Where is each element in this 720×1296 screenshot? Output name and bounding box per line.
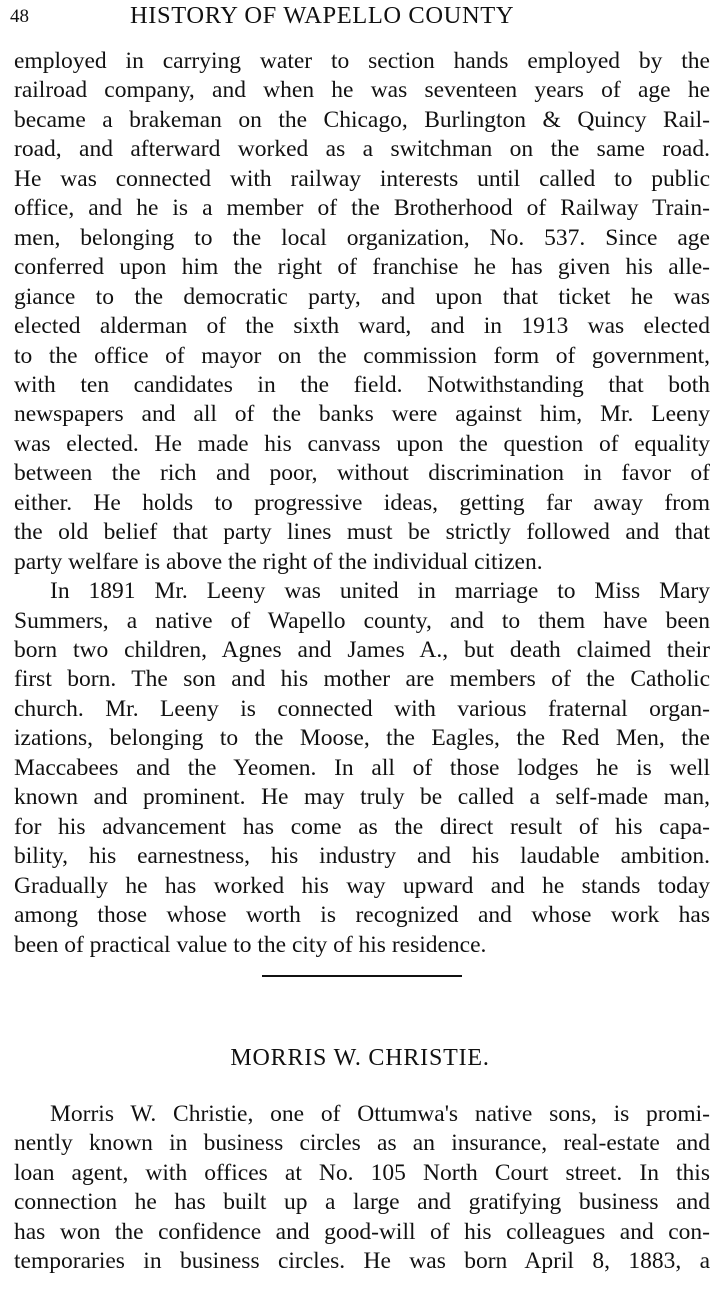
text-line: first born. The son and his mother are members of the Catholic (14, 666, 710, 693)
text-line: became a brakeman on the Chicago, Burlington & Quincy Rail- (14, 106, 710, 133)
text-line: connection he has built up a large and gratifying business and (14, 1189, 710, 1216)
text-line: has won the confidence and good-will of his colleagues and con- (14, 1218, 710, 1245)
text-line: nently known in business circles as an insurance, real-estate and (14, 1130, 710, 1157)
text-line: known and prominent. He may truly be called a self-made man, (14, 784, 710, 811)
text-line: between the rich and poor, without discrimination in favor of (14, 460, 710, 487)
text-line: the old belief that party lines must be strictly followed and that (14, 519, 710, 546)
text-line: elected alderman of the sixth ward, and in 1913 was elected (14, 313, 710, 340)
text-line: born two children, Agnes and James A., but death claimed their (14, 637, 710, 663)
text-line: loan agent, with offices at No. 105 North Court street. In this (14, 1159, 710, 1186)
text-line: newspapers and all of the banks were against him, Mr. Leeny (14, 401, 710, 428)
text-line: temporaries in business circles. He was born April 8, 1883, a (14, 1248, 710, 1275)
page-number: 48 (10, 6, 29, 27)
page-header (10, 2, 710, 32)
text-line: party welfare is above the right of the individual citizen. (14, 548, 543, 575)
text-line: among those whose worth is recognized and whose work has (14, 902, 710, 929)
text-line: izations, belonging to the Moose, the Eagles, the Red Men, the (14, 725, 710, 752)
text-line: either. He holds to progressive ideas, getting far away from (14, 489, 710, 516)
text-line: bility, his earnestness, his industry and his laudable ambition. (14, 843, 710, 870)
running-title: HISTORY OF WAPELLO COUNTY (130, 2, 515, 29)
text-line: men, belonging to the local organization, No. 537. Since age (14, 224, 710, 251)
text-line: employed in carrying water to section hands employed by the (14, 48, 710, 74)
text-line: giance to the democratic party, and upon that ticket he was (14, 283, 710, 310)
section-heading: MORRIS W. CHRISTIE. (230, 1045, 490, 1071)
text-line: was elected. He made his canvass upon the question of equality (14, 430, 710, 457)
section-divider (262, 975, 462, 977)
text-line: railroad company, and when he was seventeen years of age he (14, 77, 710, 104)
text-line: office, and he is a member of the Brotherhood of Railway Train- (14, 195, 710, 222)
text-line: conferred upon him the right of franchise he has given his alle- (14, 254, 710, 281)
text-line: Summers, a native of Wapello county, and to them have been (14, 607, 710, 634)
text-line: church. Mr. Leeny is connected with various fraternal organ- (14, 695, 710, 722)
text-line: road, and afterward worked as a switchman on the same road. (14, 136, 710, 163)
text-line: with ten candidates in the field. Notwithstanding that both (14, 371, 710, 398)
text-line: Gradually he has worked his way upward and he stands today (14, 872, 710, 899)
text-line: Maccabees and the Yeomen. In all of those lodges he is well (14, 754, 710, 781)
text-line: He was connected with railway interests until called to public (14, 165, 710, 192)
text-line: for his advancement has come as the direct result of his capa- (14, 813, 710, 840)
paragraph-first-line: Morris W. Christie, one of Ottumwa's native sons, is promi- (50, 1101, 710, 1127)
text-line: to the office of mayor on the commission form of government, (14, 342, 710, 369)
text-line: been of practical value to the city of his residence. (14, 931, 487, 958)
paragraph-first-line: In 1891 Mr. Leeny was united in marriage to Miss Mary (50, 578, 710, 605)
